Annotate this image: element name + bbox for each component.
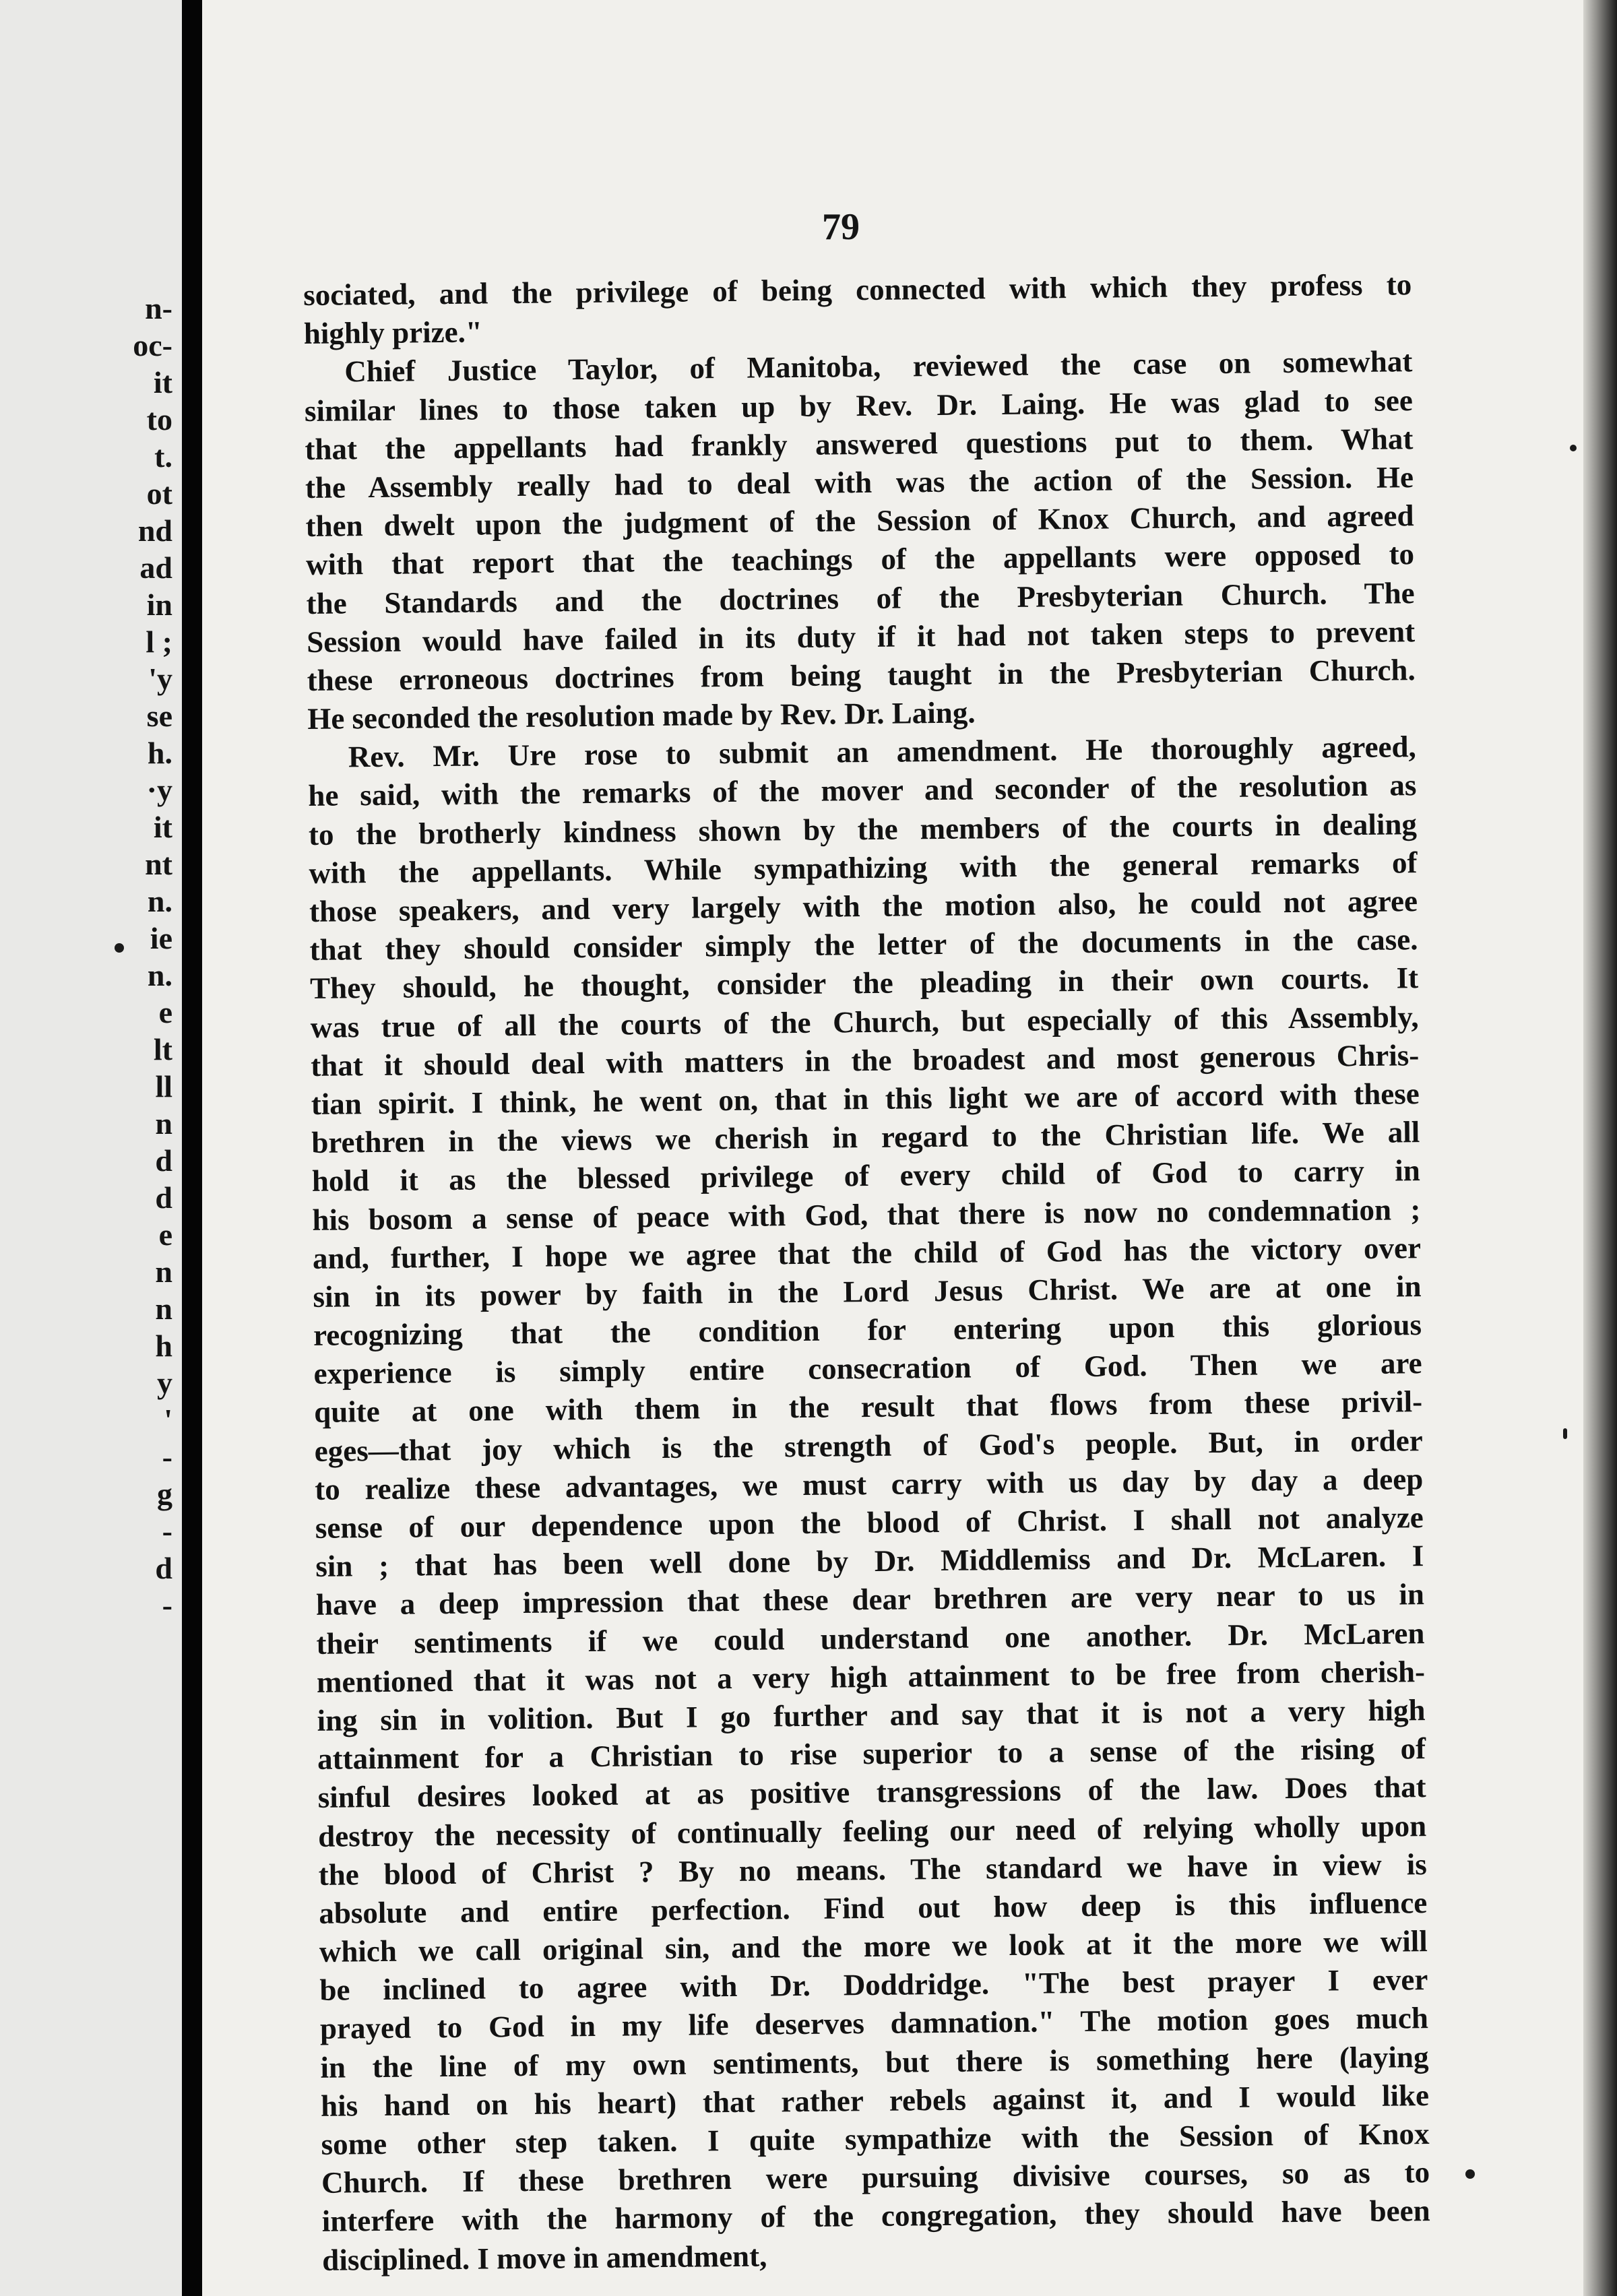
text-line: those speakers, and very largely with the motion also, he could not agree [309,884,1418,928]
left-fragment: - [162,1588,172,1622]
text-line: attainment for a Christian to rise superior to a sense of the rising of [317,1731,1426,1777]
text-line: hold it as the blessed privilege of every child of God to carry in [311,1153,1421,1199]
text-line: sense of our dependence upon the blood of Christ. I shall not analyze [315,1500,1424,1545]
text-line: interfere with the harmony of the congregation, they should have been [321,2194,1430,2239]
text-line: sin in its power by faith in the Lord Jesus Christ. We are at one in [313,1269,1422,1314]
left-fragment: ll [155,1069,172,1104]
text-line: to the brotherly kindness shown by the members of the courts in dealing [308,806,1418,852]
text-line: that it should deal with matters in the broadest and most generous Chris- [311,1038,1420,1083]
text-line: sin ; that has been well done by Dr. Middlemiss and Dr. McLaren. I [315,1539,1424,1584]
text-line: that they should consider simply the letter of the documents in the case. [309,922,1418,967]
left-fragment: nd [137,513,172,548]
text-line: prayed to God in my life deserves damnation." The motion goes much [319,2001,1429,2046]
binding-gutter [182,0,202,2296]
text-line: some other step taken. I quite sympathize with the Session of Knox [321,2117,1430,2161]
text-line: quite at one with them in the result that flows from these privil- [313,1384,1423,1430]
text-line: these erroneous doctrines from being taught in the Presbyterian Church. [307,653,1416,697]
text-line: his hand on his heart) that rather rebels against it, and I would like [320,2078,1430,2123]
ink-speck [1465,2169,1475,2179]
left-fragment: in [146,587,172,622]
text-line: with the appellants. While sympathizing with the general remarks of [309,845,1418,890]
text-line: mentioned that it was not a very high attainment to be free from cherish- [316,1654,1426,1699]
left-fragment: n- [145,291,172,325]
left-fragment: n [155,1292,172,1326]
text-line: highly prize." [303,315,483,351]
left-fragment: - [162,1440,172,1474]
left-fragment: n [155,1106,172,1141]
text-line: sociated, and the privilege of being connected with which they profess to [303,267,1412,312]
text-line: Chief Justice Taylor, of Manitoba, reviewed the case on somewhat [344,344,1413,389]
left-fragment: g [157,1477,172,1511]
left-fragment: oc- [133,328,172,362]
ink-speck [1563,1428,1567,1439]
text-line: have a deep impression that these dear brethren are very near to us in [315,1577,1425,1622]
left-fragment: se [146,699,172,733]
text-line: the Assembly really had to deal with was the action of the Session. He [305,460,1414,505]
left-fragment: nt [145,847,172,881]
page-fore-edge [1583,0,1617,2296]
left-fragment: ad [139,550,172,585]
text-line: in the line of my own sentiments, but there is something here (laying [320,2039,1429,2084]
text-line: tian spirit. I think, he went on, that in this light we are of accord with these [311,1077,1420,1121]
left-fragment: h [155,1329,172,1363]
left-fragment: 'y [148,662,172,696]
text-line: eges—that joy which is the strength of God's people. But, in order [314,1423,1423,1468]
text-line: ing sin in volition. But I go further and say that it is not a very high [317,1693,1426,1737]
text-line: recognizing that the condition for entering upon this glorious [313,1308,1422,1352]
left-fragment: it [153,810,172,844]
text-line: his bosom a sense of peace with God, that there is now no condemnation ; [312,1192,1421,1237]
left-fragment: e [158,995,172,1029]
left-fragment: ot [146,476,172,511]
adjacent-page-edge [0,0,182,2296]
text-line: be inclined to agree with Dr. Doddridge. "The best prayer I ever [319,1963,1428,2008]
left-fragment: ie [150,921,172,955]
text-line: similar lines to those taken up by Rev. Dr. Laing. He was glad to see [304,383,1414,428]
left-fragment: d [155,1180,172,1215]
text-line: the blood of Christ ? By no means. The standard we have in view is [318,1847,1427,1892]
left-fragment: lt [153,1032,172,1066]
left-fragment: n [155,1254,172,1289]
text-line: was true of all the courts of the Church, but especially of this Assembly, [310,999,1419,1044]
left-fragment: l ; [146,625,172,659]
text-line: He seconded the resolution made by Rev. Dr. Laing. [307,695,976,736]
text-line: the Standards and the doctrines of the Presbyterian Church. The [306,575,1415,620]
text-line: and, further, I hope we agree that the child of God has the victory over [312,1230,1422,1275]
text-line: disciplined. I move in amendment, [322,2239,767,2277]
ink-speck [1570,445,1577,451]
text-line: their sentiments if we could understand one another. Dr. McLaren [316,1616,1425,1661]
text-line: then dwelt upon the judgment of the Session of Knox Church, and agreed [305,499,1414,544]
left-fragment: ' [164,1403,172,1437]
left-fragment: ·y [146,773,172,807]
left-fragment: n. [147,884,172,918]
text-line: to realize these advantages, we must carry with us day by day a deep [315,1461,1424,1506]
text-line: sinful desires looked at as positive transgressions of the law. Does that [317,1770,1426,1815]
text-line: with that report that the teachings of the appellants were opposed to [305,537,1415,582]
left-fragment: h. [147,736,172,770]
text-line: Rev. Mr. Ure rose to submit an amendment. He thoroughly agreed, [348,730,1417,774]
book-page [202,0,1583,2296]
text-line: which we call original sin, and the more we look at it the more we will [319,1924,1428,1969]
text-line: experience is simply entire consecration of God. Then we are [313,1346,1422,1391]
text-line: Session would have failed in its duty if it had not taken steps to prevent [306,614,1416,659]
left-fragment: d [155,1551,172,1585]
ink-speck [115,943,124,953]
page-number: 79 [822,206,860,248]
left-fragment: e [158,1217,172,1252]
left-fragment: to [146,402,172,437]
text-line: They should, he thought, consider the pleading in their own courts. It [309,961,1419,1006]
left-fragment: t. [154,439,172,474]
left-fragment: it [153,365,172,400]
text-line: brethren in the views we cherish in regard to the Christian life. We all [311,1115,1420,1160]
text-line: that the appellants had frankly answered questions put to them. What [305,421,1414,466]
left-fragment: y [157,1366,172,1400]
left-fragment: n. [147,958,172,992]
body-text [303,265,1430,2279]
text-line: destroy the necessity of continually feeling our need of relying wholly upon [317,1808,1427,1853]
text-line: he said, with the remarks of the mover and seconder of the resolution as [308,768,1417,813]
text-line: absolute and entire perfection. Find out how deep is this influence [319,1885,1428,1930]
left-fragment: d [155,1143,172,1178]
left-fragment: - [162,1514,172,1548]
text-line: Church. If these brethren were pursuing divisive courses, so as to [321,2155,1430,2200]
